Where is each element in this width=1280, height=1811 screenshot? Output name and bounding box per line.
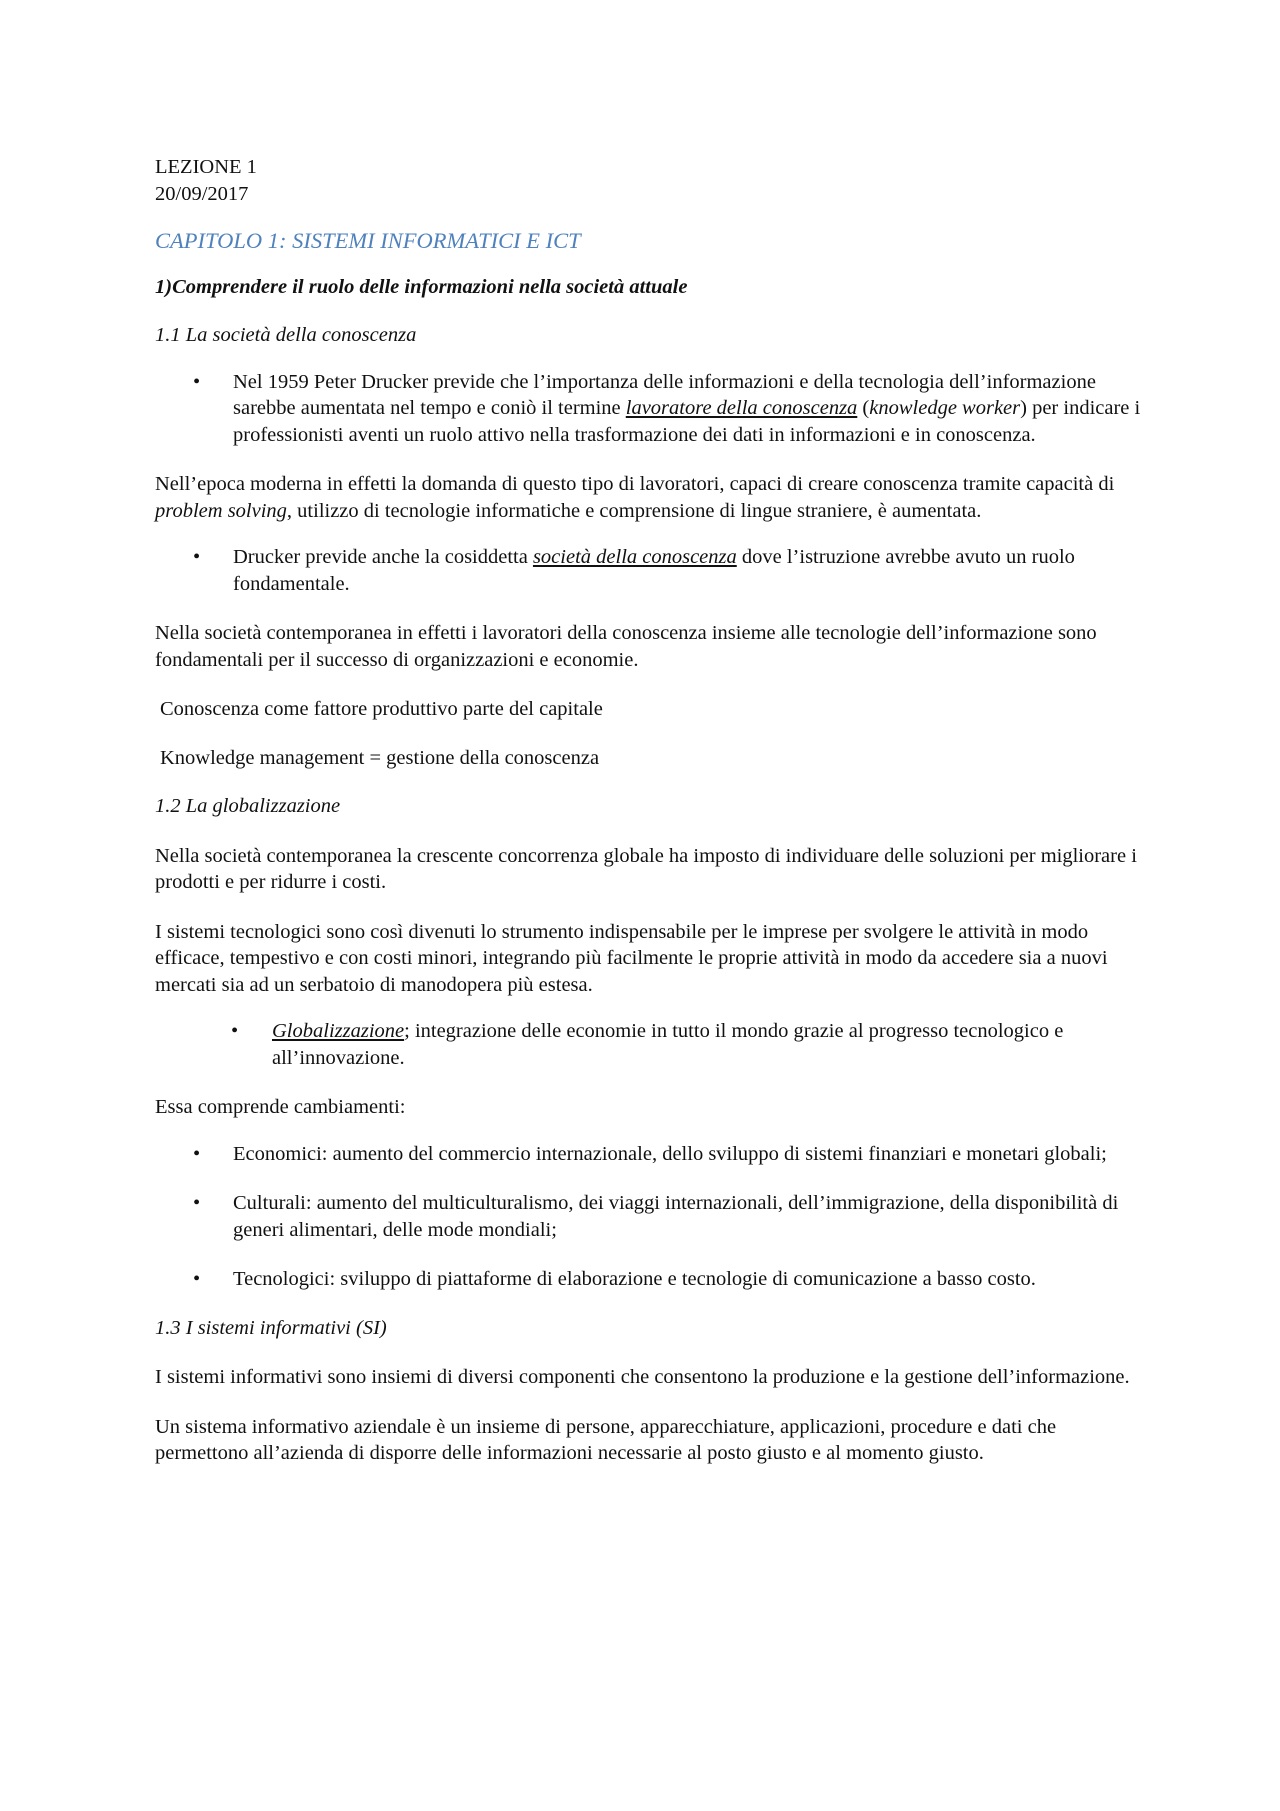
section-title-1-3: 1.3 I sistemi informativi (SI) — [155, 1316, 387, 1339]
list-item: • Nel 1959 Peter Drucker previde che l’importanza delle informazioni e della tecnologia dell’informazione sarebbe aumentata nel tempo e coniò il termine lavoratore della conoscenza (knowledge worker) per indicare i professionisti aventi un ruolo attivo nella trasformazione dei dati in informazioni e in conoscenza. — [193, 370, 1141, 446]
document-body — [155, 154, 1145, 1467]
bullet-icon: • — [193, 1268, 201, 1290]
list-item: • Globalizzazione; integrazione delle economie in tutto il mondo grazie al progresso tecnologico e all’innovazione. — [231, 1020, 1064, 1069]
list-item: • Culturali: aumento del multiculturalismo, dei viaggi internazionali, dell’immigrazione, della disponibilità di generi alimentari, delle mode mondiali; — [193, 1192, 1119, 1241]
paragraph: I sistemi informativi sono insiemi di diversi componenti che consentono la produzione e la gestione dell’informazione. — [155, 1366, 1130, 1388]
paragraph: Essa comprende cambiamenti: — [155, 1096, 406, 1118]
paragraph: I sistemi tecnologici sono così divenuti lo strumento indispensabile per le imprese per svolgere le attività in modo efficace, tempestivo e con costi minori, integrando più facilmente le proprie attività in modo da accedere sia a nuovi mercati sia ad un serbatoio di manodopera più estesa. — [155, 920, 1108, 996]
bullet-list — [155, 544, 1145, 597]
paragraph: Un sistema informativo aziendale è un insieme di persone, apparecchiature, applicazioni, procedure e dati che permettono all’azienda di disporre delle informazioni necessarie al posto giusto e al momento giusto. — [155, 1415, 1057, 1464]
paragraph: Nella società contemporanea in effetti i lavoratori della conoscenza insieme alle tecnologie dell’informazione sono fondamentali per il successo di organizzazioni e economie. — [155, 622, 1097, 671]
note-line: Conoscenza come fattore produttivo parte del capitale — [160, 698, 603, 720]
paragraph: Nella società contemporanea la crescente concorrenza globale ha imposto di individuare delle soluzioni per migliorare i prodotti e per ridurre i costi. — [155, 844, 1137, 893]
changes-list — [155, 1141, 1145, 1293]
term-knowledge-society: società della conoscenza — [532, 546, 737, 568]
bullet-list — [155, 1018, 1145, 1071]
lesson-label: LEZIONE 1 — [155, 156, 257, 178]
lesson-date: 20/09/2017 — [155, 182, 249, 205]
bullet-icon: • — [193, 370, 201, 393]
chapter-title: CAPITOLO 1: SISTEMI INFORMATICI E ICT — [155, 228, 581, 253]
bullet-icon: • — [231, 1020, 239, 1042]
term-english: knowledge worker — [869, 397, 1021, 419]
list-item: • Economici: aumento del commercio internazionale, dello sviluppo di sistemi finanziari e monetari globali; — [155, 1141, 1145, 1168]
bullet-list — [155, 369, 1145, 449]
bullet-icon: • — [193, 1142, 201, 1165]
term-knowledge-worker: lavoratore della conoscenza — [625, 397, 858, 419]
bullet-icon: • — [193, 546, 201, 568]
term-globalization: Globalizzazione — [272, 1020, 405, 1042]
em-problem-solving: problem solving — [155, 499, 287, 522]
section-title-1-1: 1.1 La società della conoscenza — [155, 324, 417, 346]
note-line: Knowledge management = gestione della conoscenza — [160, 746, 600, 769]
list-item: • Drucker previde anche la cosiddetta società della conoscenza dove l’istruzione avrebbe avuto un ruolo fondamentale. — [193, 546, 1075, 595]
bullet-icon: • — [193, 1192, 201, 1214]
list-item: • Tecnologici: sviluppo di piattaforme di elaborazione e tecnologie di comunicazione a basso costo. — [155, 1266, 1145, 1293]
question-title: 1)Comprendere il ruolo delle informazioni nella società attuale — [155, 275, 688, 298]
paragraph: Nell’epoca moderna in effetti la domanda di questo tipo di lavoratori, capaci di creare conoscenza tramite capacità di problem solving, utilizzo di tecnologie informatiche e comprensione di lingue straniere, è aumentata. — [155, 473, 1115, 522]
section-title-1-2: 1.2 La globalizzazione — [155, 795, 341, 817]
